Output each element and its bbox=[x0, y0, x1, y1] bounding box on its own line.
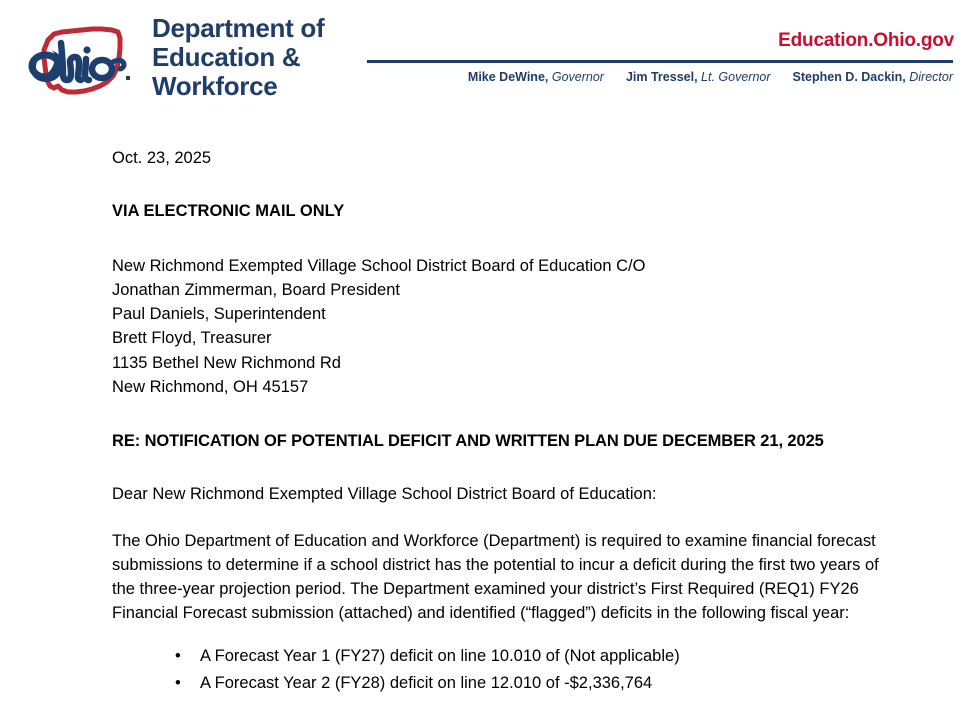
department-title-line-3: Workforce bbox=[152, 71, 278, 102]
letterhead bbox=[0, 0, 972, 118]
department-title-line-2: Education & bbox=[152, 42, 301, 73]
official-role: Lt. Governor bbox=[701, 70, 771, 84]
body-paragraph: The Ohio Department of Education and Workforce (Department) is required to examine financial forecast submissions to determine if a school district has the potential to incur a deficit during the first two years of the three-year projection period. The Department examined your district’s First Required (REQ1) FY26 Financial Forecast submission (attached) and identified (“flagged”) deficits in the following fiscal year: bbox=[112, 531, 879, 623]
recipient-address-block bbox=[112, 254, 902, 400]
list-item bbox=[112, 644, 902, 668]
recipient-line: New Richmond Exempted Village School District Board of Education C/O bbox=[112, 256, 646, 275]
subject-line: RE: NOTIFICATION OF POTENTIAL DEFICIT AND WRITTEN PLAN DUE DECEMBER 21, 2025 bbox=[112, 432, 824, 450]
recipient-line: Jonathan Zimmerman, Board President bbox=[112, 280, 400, 299]
header-divider bbox=[367, 60, 953, 63]
official-role: Governor bbox=[551, 70, 604, 84]
recipient-line: New Richmond, OH 45157 bbox=[112, 377, 309, 396]
deficit-bullet-list bbox=[112, 644, 902, 696]
department-title bbox=[152, 14, 324, 101]
bullet-icon: • bbox=[175, 673, 181, 692]
official-name: Mike DeWine, bbox=[467, 70, 549, 84]
delivery-notice: VIA ELECTRONIC MAIL ONLY bbox=[112, 202, 345, 221]
recipient-line: 1135 Bethel New Richmond Rd bbox=[112, 353, 341, 372]
letter-body bbox=[112, 146, 902, 698]
letter-date: Oct. 23, 2025 bbox=[112, 149, 212, 167]
salutation: Dear New Richmond Exempted Village School District Board of Education: bbox=[112, 485, 657, 504]
official-director bbox=[793, 70, 953, 84]
recipient-line: Paul Daniels, Superintendent bbox=[112, 305, 326, 323]
official-name: Jim Tressel, bbox=[625, 70, 698, 84]
official-governor bbox=[468, 70, 604, 84]
recipient-line: Brett Floyd, Treasurer bbox=[112, 329, 272, 348]
department-title-line-1: Department of bbox=[152, 13, 325, 43]
site-url: Education.Ohio.gov bbox=[778, 30, 954, 51]
deficit-bullet-text: A Forecast Year 1 (FY27) deficit on line 10.010 of (Not applicable) bbox=[200, 646, 680, 665]
ohio-state-logo bbox=[14, 12, 144, 108]
list-item bbox=[112, 671, 902, 695]
official-lt-governor bbox=[626, 70, 771, 84]
bullet-icon: • bbox=[175, 646, 181, 665]
official-name: Stephen D. Dackin, bbox=[792, 70, 906, 84]
deficit-bullet-text: A Forecast Year 2 (FY28) deficit on line 12.010 of -$2,336,764 bbox=[200, 673, 653, 692]
official-role: Director bbox=[909, 70, 953, 84]
officials-list bbox=[367, 70, 953, 84]
